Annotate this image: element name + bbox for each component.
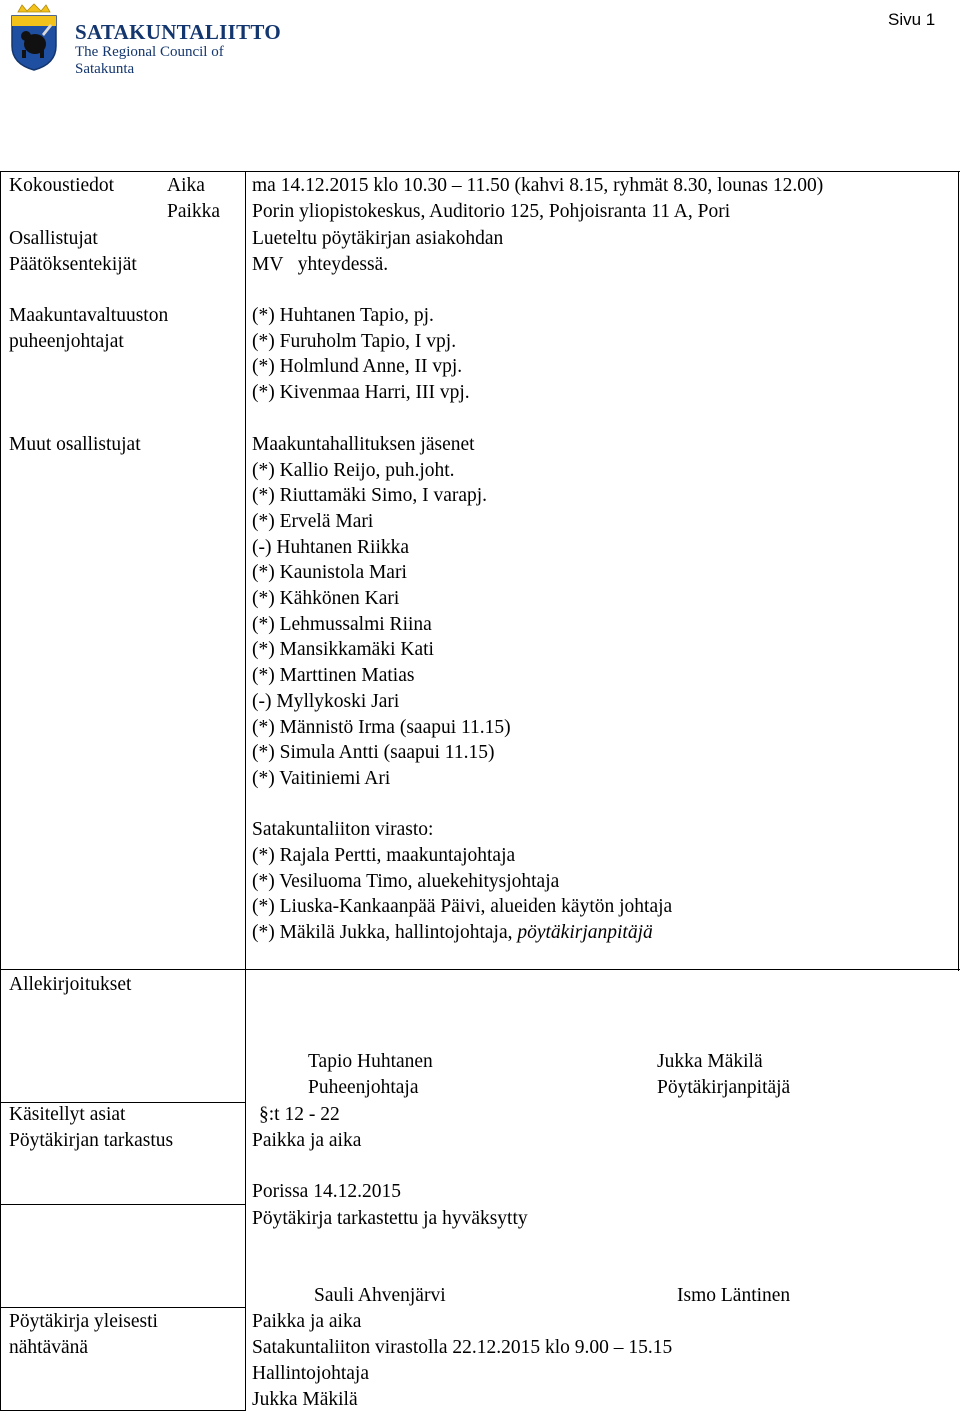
review-label: Pöytäkirjan tarkastus (9, 1130, 174, 1151)
public-label-2: nähtävänä (9, 1337, 89, 1358)
page-number: Sivu 1 (888, 10, 936, 29)
board-member: (*) Kallio Reijo, puh.joht. (252, 460, 455, 481)
time-label: Aika (167, 175, 205, 196)
office-member: (*) Rajala Pertti, maakuntajohtaja (252, 845, 516, 866)
board-member: (-) Huhtanen Riikka (252, 537, 410, 558)
place-value: Porin yliopistokeskus, Auditorio 125, Pohjoisranta 11 A, Pori (252, 201, 731, 222)
table-left-border (0, 171, 1, 1411)
board-heading: Maakuntahallituksen jäsenet (252, 434, 475, 455)
board-member: (*) Riuttamäki Simo, I varapj. (252, 485, 488, 506)
public-label-1: Pöytäkirja yleisesti (9, 1311, 158, 1332)
board-member: (*) Vaitiniemi Ari (252, 768, 391, 789)
participants-note-2: MV yhteydessä. (252, 254, 389, 275)
row-divider-signatures (0, 969, 960, 970)
chair-member: (*) Huhtanen Tapio, pj. (252, 305, 434, 326)
office-member: (*) Vesiluoma Timo, aluekehitysjohtaja (252, 871, 560, 892)
signer-2-name: Jukka Mäkilä (657, 1051, 763, 1072)
time-value: ma 14.12.2015 klo 10.30 – 11.50 (kahvi 8.15, ryhmät 8.30, lounas 12.00) (252, 175, 824, 196)
review-place-time-label: Paikka ja aika (252, 1130, 362, 1151)
signatures-label: Allekirjoitukset (9, 974, 132, 995)
row-divider-public (0, 1307, 246, 1308)
board-member: (*) Kaunistola Mari (252, 562, 407, 583)
chairs-label-1: Maakuntavaltuuston (9, 305, 169, 326)
office-heading: Satakuntaliiton virasto: (252, 819, 434, 840)
coat-of-arms-icon (8, 2, 60, 72)
board-member: (*) Kähkönen Kari (252, 588, 400, 609)
checker-1-name: Sauli Ahvenjärvi (314, 1285, 446, 1306)
column-divider (245, 171, 246, 1411)
handled-items-value: §:t 12 - 22 (259, 1104, 340, 1125)
decision-makers-label: Päätöksentekijät (9, 254, 137, 275)
signer-1-role: Puheenjohtaja (308, 1077, 419, 1098)
board-member: (-) Myllykoski Jari (252, 691, 400, 712)
logo-name: SATAKUNTALIITTO (75, 20, 281, 44)
participants-label: Osallistujat (9, 228, 98, 249)
review-approved-text: Pöytäkirja tarkastettu ja hyväksytty (252, 1208, 528, 1229)
table-bottom-border (0, 1410, 246, 1411)
board-member: (*) Mansikkamäki Kati (252, 639, 434, 660)
board-member: (*) Lehmussalmi Riina (252, 614, 432, 635)
place-label: Paikka (167, 201, 221, 222)
public-role: Hallintojohtaja (252, 1363, 369, 1384)
signer-2-role: Pöytäkirjanpitäjä (657, 1077, 791, 1098)
public-name: Jukka Mäkilä (252, 1389, 358, 1410)
handled-items-label: Käsitellyt asiat (9, 1104, 126, 1125)
office-member-secretary (252, 920, 653, 946)
row-divider-review-bottom (0, 1204, 246, 1205)
checker-2-name: Ismo Läntinen (677, 1285, 791, 1306)
participants-note-1: Lueteltu pöytäkirjan asiakohdan (252, 228, 504, 249)
review-place-time-value: Porissa 14.12.2015 (252, 1181, 401, 1202)
satakuntaliitto-logo (8, 2, 281, 77)
board-member: (*) Marttinen Matias (252, 665, 415, 686)
signer-1-name: Tapio Huhtanen (308, 1051, 433, 1072)
chair-member: (*) Holmlund Anne, II vpj. (252, 356, 463, 377)
office-member: (*) Liuska-Kankaanpää Päivi, alueiden käytön johtaja (252, 896, 673, 917)
chairs-label-2: puheenjohtajat (9, 331, 124, 352)
public-place-time-value: Satakuntaliiton virastolla 22.12.2015 klo 9.00 – 15.15 (252, 1337, 673, 1358)
board-member: (*) Ervelä Mari (252, 511, 374, 532)
board-member: (*) Simula Antti (saapui 11.15) (252, 742, 495, 763)
logo-subtitle: The Regional Council of Satakunta (75, 44, 224, 77)
other-participants-label: Muut osallistujat (9, 434, 141, 455)
office-member-secretary-name: (*) Mäkilä Jukka, hallintojohtaja, (252, 922, 518, 943)
secretary-role: pöytäkirjanpitäjä (517, 922, 653, 943)
public-place-time-label: Paikka ja aika (252, 1311, 362, 1332)
table-top-border (0, 171, 960, 172)
chair-member: (*) Furuholm Tapio, I vpj. (252, 331, 457, 352)
board-member: (*) Männistö Irma (saapui 11.15) (252, 717, 511, 738)
table-right-border (958, 171, 959, 971)
chair-member: (*) Kivenmaa Harri, III vpj. (252, 382, 470, 403)
meeting-section-label: Kokoustiedot (9, 175, 115, 196)
